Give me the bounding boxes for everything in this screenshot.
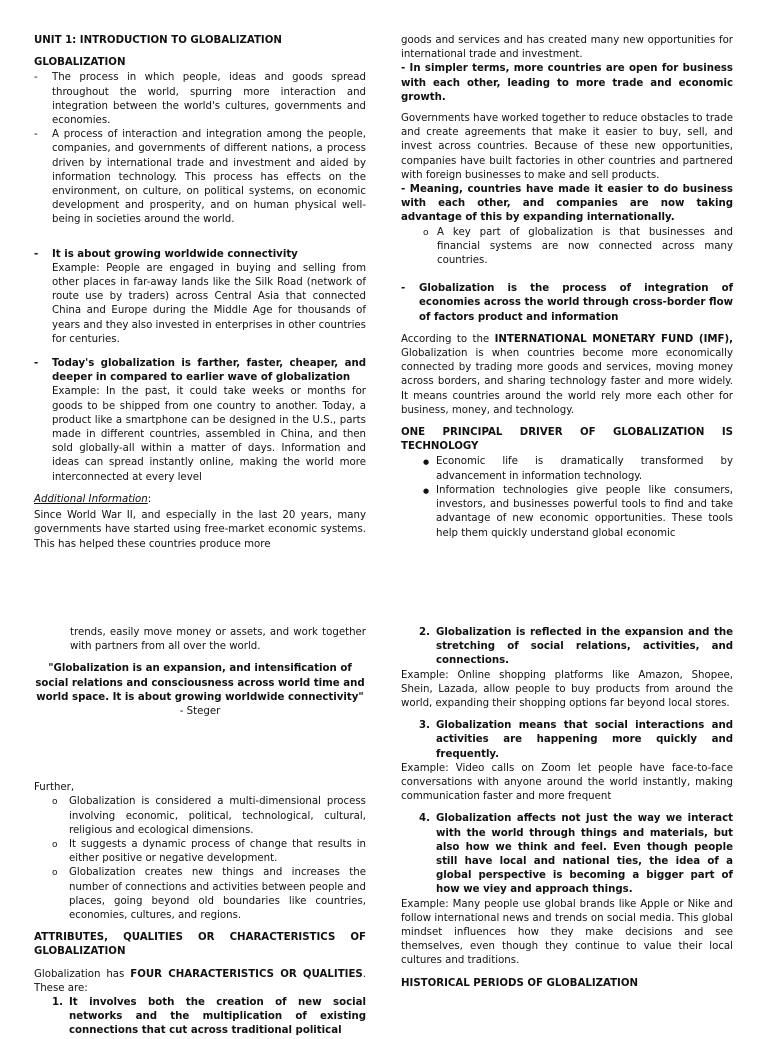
characteristics-list (34, 996, 366, 1039)
further-item: o Globalization creates new things and increases the number of connections and activities between people and places, going beyond old boundaries like countries, economies, cultures, and regions. (34, 866, 366, 923)
characteristics-list-continued (401, 719, 733, 762)
driver-item: ● Economic life is dramatically transformed by advancement in information technology. (401, 455, 733, 483)
spacer (34, 719, 366, 781)
characteristic-text: Globalization means that social interactions and activities are happening more quickly and frequently. (436, 720, 733, 760)
unit-title: UNIT 1: INTRODUCTION TO GLOBALIZATION (34, 35, 282, 46)
section-title: GLOBALIZATION (34, 57, 126, 69)
characteristic-example: Example: Video calls on Zoom let people have face-to-face conversations with anyone around the world instantly, making communication faster and more frequent (401, 762, 733, 803)
page1-left-column (34, 34, 366, 584)
integration-title: Globalization is the process of integration of economies across the world through cross-border flow of factors product and information (419, 283, 733, 323)
characteristic-example: Example: Online shopping platforms like Amazon, Shopee, Shein, Lazada, allow people to buy products from around the world, expanding their shopping options far beyond local stores. (401, 669, 733, 710)
four-prefix: Globalization has (34, 968, 131, 980)
characteristic-item (34, 996, 366, 1039)
key-part-list (401, 226, 733, 269)
additional-info-colon: : (147, 493, 152, 505)
item-number: 2. (419, 627, 430, 638)
characteristic-item (401, 626, 733, 669)
further-list (34, 795, 366, 923)
imf-prefix: According to the (401, 333, 495, 345)
definition-item: - The process in which people, ideas and goods spread throughout the world, spurring more interaction and integration between the world's cultures, governments and economies. (34, 71, 366, 128)
additional-info-heading (34, 493, 366, 507)
simpler-terms: - In simpler terms, more countries are open for business with each other, leading to more trade and economic growth. (401, 63, 733, 103)
page1-right-column (401, 34, 733, 584)
dash-marker: - (401, 283, 406, 295)
key-part-item: o A key part of globalization is that businesses and financial systems are now connected across many countries. (401, 226, 733, 269)
quote-text: "Globalization is an expansion, and intensification of social relations and consciousness across world time and world space. It is about growing worldwide connectivity" (35, 663, 365, 703)
characteristic-text: It involves both the creation of new social networks and the multiplication of existing connections that cut across traditional political (69, 997, 366, 1037)
point-title: It is about growing worldwide connectivity (52, 248, 298, 260)
continued-text: goods and services and has created many new opportunities for international trade and investment. (401, 35, 733, 61)
four-bold: FOUR CHARACTERISTICS OR QUALITIES (130, 968, 363, 980)
document-page-2 (0, 616, 768, 1037)
definition-list (34, 71, 366, 227)
point-connectivity (34, 248, 366, 347)
four-suffix: . These are: (34, 968, 366, 994)
imf-paragraph (401, 333, 733, 418)
further-item: o Globalization is considered a multi-dimensional process involving economic, political, technological, cultural, religious and ecological dimensions. (34, 795, 366, 838)
governments-text: Governments have worked together to reduce obstacles to trade and create agreements that make it easier to buy, sell, and invest across countries. Because of these new opportunities, companies have built factories in other countries and partnered with foreign businesses to make and sell products. (401, 113, 733, 181)
definition-item: - A process of interaction and integration among the people, companies, and governments of different nations, a process driven by international trade and investment and aided by information technology. This process has effects on the environment, on culture, on political systems, on economic development and prosperity, and on human physical well-being in societies around the world. (34, 128, 366, 227)
page2-left-column (34, 626, 366, 1037)
quote-attribution: - Steger (179, 706, 221, 718)
point-todays-globalization (34, 357, 366, 485)
characteristic-text: Globalization affects not just the way we interact with the world through things and materials, but also how we think and feel. Even though people still have local and national ties, the idea of a global perspective is becoming a bigger part of how we viey and approach things. (436, 813, 733, 896)
dash-marker: - (34, 358, 39, 370)
characteristic-text: Globalization is reflected in the expansion and the stretching of social relations, activities, and connections. (436, 627, 733, 667)
dash-marker: - (34, 248, 39, 260)
point-example: Example: People are engaged in buying and selling from other places in far-away lands like the Silk Road (network of route use by traders) across Central Asia that connected China and Europe during the Middle Age for thousands of years and they also invested in enterprises in other countries for centuries. (52, 262, 366, 345)
steger-quote (34, 662, 366, 719)
integration-point (401, 282, 733, 325)
characteristics-list-continued (401, 812, 733, 897)
characteristics-list-continued (401, 626, 733, 669)
driver-title: ONE PRINCIPAL DRIVER OF GLOBALIZATION IS TECHNOLOGY (401, 427, 733, 453)
additional-info-text: Since World War II, and especially in the last 20 years, many governments have started using free-market economic systems. This has helped these countries produce more (34, 510, 366, 550)
further-label: Further, (34, 782, 75, 794)
point-example: Example: In the past, it could take weeks or months for goods to be shipped from one country to another. Today, a product like a smartphone can be designed in the U.S., parts made in different countries, assembled in China, and then sold globally-all within a matter of days. Information and ideas can spread instantly online, making the world more interconnected at every level (52, 386, 366, 483)
four-characteristics (34, 968, 366, 996)
characteristic-item (401, 719, 733, 762)
additional-info-label: Additional Information (34, 493, 148, 505)
page2-right-column (401, 626, 733, 1026)
characteristic-example: Example: Many people use global brands like Apple or Nike and follow international news and trends on social media. This global mindset influences how they make decisions and see themselves, even though they continue to value their local cultures and traditions. (401, 898, 733, 967)
imf-name: INTERNATIONAL MONETARY FUND (IMF), (494, 333, 733, 345)
meaning-text: - Meaning, countries have made it easier to do business with each other, and companies are now taking advantage of this by expanding internationally. (401, 184, 733, 224)
item-number: 4. (419, 813, 430, 825)
item-number: 3. (419, 720, 430, 732)
imf-text: Globalization is when countries become more economically connected by trading more goods and services, moving money across borders, and sharing technology faster and more widely. It means countries around the world rely more each other for business, money, and technology. (401, 348, 733, 416)
point-title: Today's globalization is farther, faster, cheaper, and deeper in compared to earlier wave of globalization (52, 358, 366, 384)
attributes-title: ATTRIBUTES, QUALITIES OR CHARACTERISTICS OF GLOBALIZATION (34, 932, 366, 958)
characteristic-item (401, 812, 733, 897)
driver-list (401, 455, 733, 540)
continued-text: trends, easily move money or assets, and work together with partners from all over the world. (70, 627, 366, 653)
historical-title: HISTORICAL PERIODS OF GLOBALIZATION (401, 977, 639, 989)
driver-item: ● Information technologies give people like consumers, investors, and businesses powerful tools to find and take advantage of new economic opportunities. These tools help them quickly understand global economic (401, 484, 733, 541)
further-item: o It suggests a dynamic process of change that results in either positive or negative development. (34, 838, 366, 866)
item-number: 1. (52, 997, 63, 1009)
